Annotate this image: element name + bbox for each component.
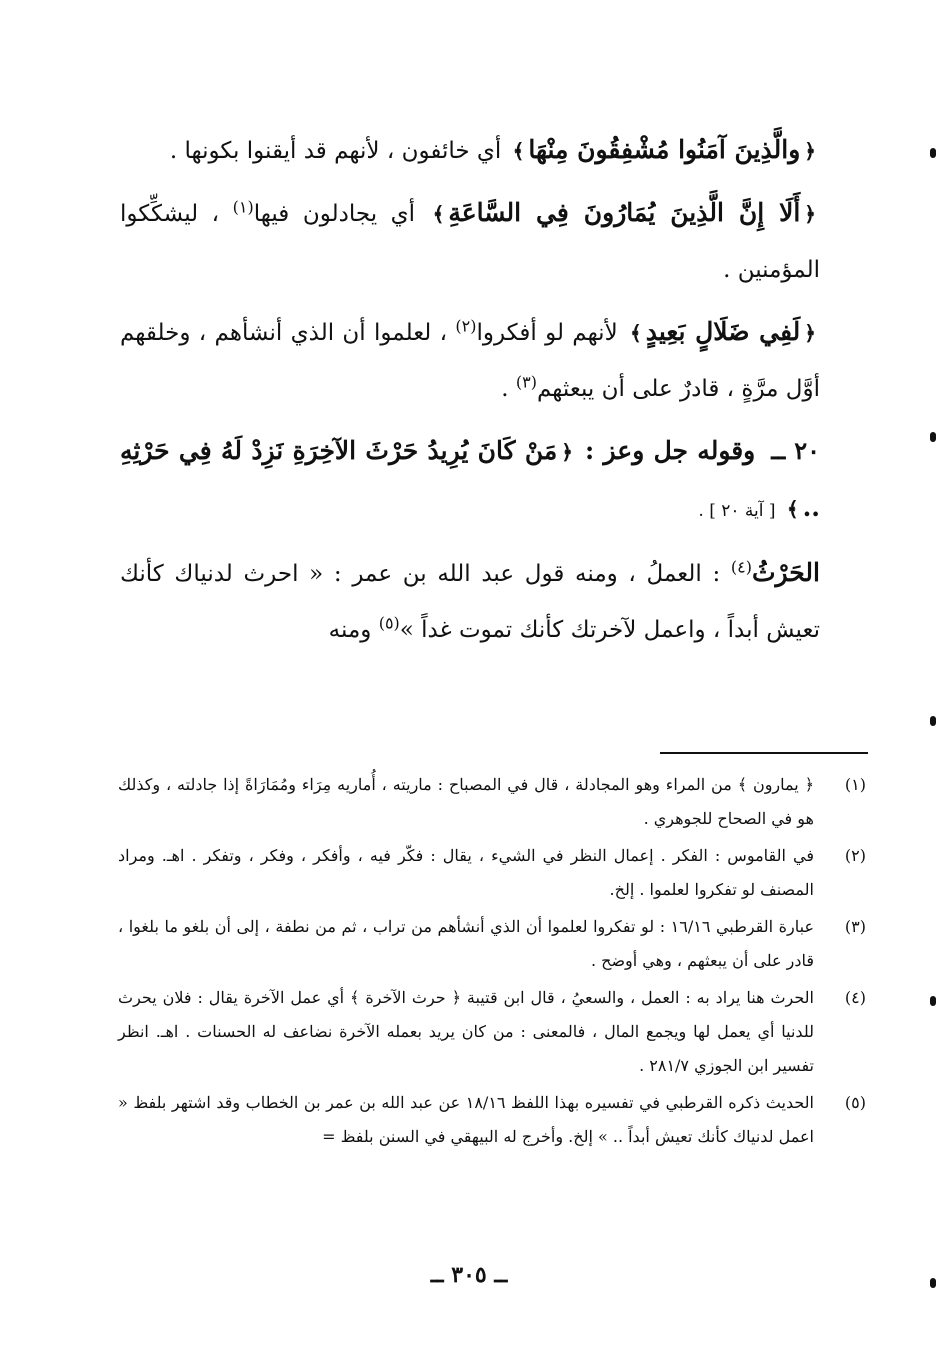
footnote-text: عبارة القرطبي ١٦/١٦ : لو تفكروا لعلموا أن الذي أنشأهم من تراب ، ثم من نطفة ، إلى أن بلغو ما بلغوا ، قادر على أن يبعثهم ، وهي أوضح .	[118, 917, 815, 970]
footnote-1	[118, 768, 866, 836]
binding-mark	[930, 148, 936, 158]
binding-mark	[930, 1278, 936, 1288]
aya-reference: [ آية ٢٠ ] .	[698, 501, 776, 521]
commentary-text: أي يجادلون فيها	[253, 201, 416, 227]
commentary-text: ، لعلموا أن الذي أنشأهم ، وخلقهم أوَّل مرَّةٍ ، قادرٌ على أن يبعثهم	[120, 320, 820, 402]
footnote-text: الحديث ذكره القرطبي في تفسيره بهذا اللفظ ١٨/١٦ عن عبد الله بن عمر بن الخطاب وقد اشتهر بلفظ « اعمل لدنياك كأنك تعيش أبداً .. » إلخ. وأخرج له البيهقي في السنن بلفظ =	[118, 1093, 815, 1146]
quran-verse: مَنْ كَانَ يُرِيدُ حَرْثَ الآخِرَةِ نَزِدْ لَهُ فِي حَرْثِهِ ..	[120, 436, 820, 522]
footnote-text: الحرث هنا يراد به : العمل ، والسعيُ ، قال ابن قتيبة ﴿ حرث الآخرة ﴾ أي عمل الآخرة يقال : فلان يحرث للدنيا أي يعمل لها ويجمع المال ، فالمعنى : من كان يريد بعمله الآخرة نضاعف له الحسنات . اهـ. انظر تفسير ابن الجوزي ٢٨١/٧ .	[118, 988, 815, 1075]
quran-verse: والَّذِينَ آمَنُوا مُشْفِقُونَ مِنْهَا	[528, 135, 801, 164]
paragraph-2	[120, 185, 820, 298]
footnote-divider	[660, 752, 868, 754]
footnote-3	[118, 910, 866, 978]
commentary-text: ، ليشكِّكوا المؤمنين .	[120, 201, 820, 283]
paragraph-5	[120, 545, 820, 658]
footnote-number: (٥)	[844, 1093, 866, 1112]
quran-verse: أَلَا إِنَّ الَّذِينَ يُمَارُونَ فِي السَّاعَةِ	[448, 198, 801, 227]
commentary-text: لأنهم لو أفكروا	[476, 320, 618, 346]
footnotes	[118, 768, 866, 1157]
binding-mark	[930, 716, 936, 726]
main-text	[120, 122, 820, 664]
footnote-ref-3[interactable]: (٣)	[515, 372, 537, 392]
term-heading: الحَرْثُ	[751, 558, 820, 587]
commentary-text: : العملُ ، ومنه قول عبد الله بن عمر : « احرث لدنياك كأنك تعيش أبداً ، واعمل لآخرتك كأنك تموت غداً »	[120, 561, 820, 643]
footnote-number: (٤)	[844, 988, 866, 1007]
commentary-text: .	[501, 376, 509, 402]
paragraph-4	[120, 423, 820, 539]
quran-bracket-close: ﴾	[630, 321, 642, 345]
footnote-2	[118, 839, 866, 907]
footnote-text: ﴿ يمارون ﴾ من المراء وهو المجادلة ، قال في المصباح : ماريته ، أُماريه مِرَاء ومُمَارَاةً إذا جادلته ، وكذلك هو في الصحاح للجوهري .	[118, 775, 815, 828]
commentary-text: أي خائفون ، لأنهم قد أيقنوا بكونها .	[169, 138, 502, 164]
quran-bracket-open: ﴿	[804, 202, 816, 226]
quran-bracket-close: ﴾	[432, 202, 445, 226]
page-number: ــ ٣٠٥ ــ	[430, 1262, 508, 1288]
paragraph-1	[120, 122, 820, 179]
verse-section-number: ٢٠ ــ	[771, 436, 821, 465]
quran-verse: لَفِي ضَلَالٍ بَعِيدٍ	[645, 317, 801, 346]
quran-bracket-close: ﴾	[786, 497, 799, 521]
binding-mark	[930, 996, 936, 1006]
quran-bracket-open: ﴿	[804, 321, 816, 345]
footnote-ref-5[interactable]: (٥)	[378, 613, 400, 633]
quran-bracket-open: ﴿	[804, 139, 816, 163]
verse-intro: وقوله جل وعز :	[584, 436, 756, 465]
quran-bracket-close: ﴾	[512, 139, 525, 163]
footnote-text: في القاموس : الفكر . إعمال النظر في الشيء ، يقال : فكّر فيه ، وأفكر ، وفكر ، وتفكر . اهـ. ومراد المصنف لو تفكروا لعلموا . إلخ.	[118, 846, 814, 899]
footnote-number: (٣)	[844, 917, 866, 936]
footnote-ref-4[interactable]: (٤)	[730, 557, 752, 577]
quran-bracket-open: ﴿	[561, 440, 574, 464]
footnote-number: (٢)	[844, 846, 866, 865]
binding-mark	[930, 432, 936, 442]
paragraph-3	[120, 304, 820, 417]
footnote-number: (١)	[844, 775, 866, 794]
footnote-ref-2[interactable]: (٢)	[455, 316, 477, 336]
footnote-4	[118, 981, 866, 1083]
commentary-text: ومنه	[328, 617, 372, 643]
footnote-ref-1[interactable]: (١)	[232, 197, 254, 217]
footnote-5	[118, 1086, 866, 1154]
